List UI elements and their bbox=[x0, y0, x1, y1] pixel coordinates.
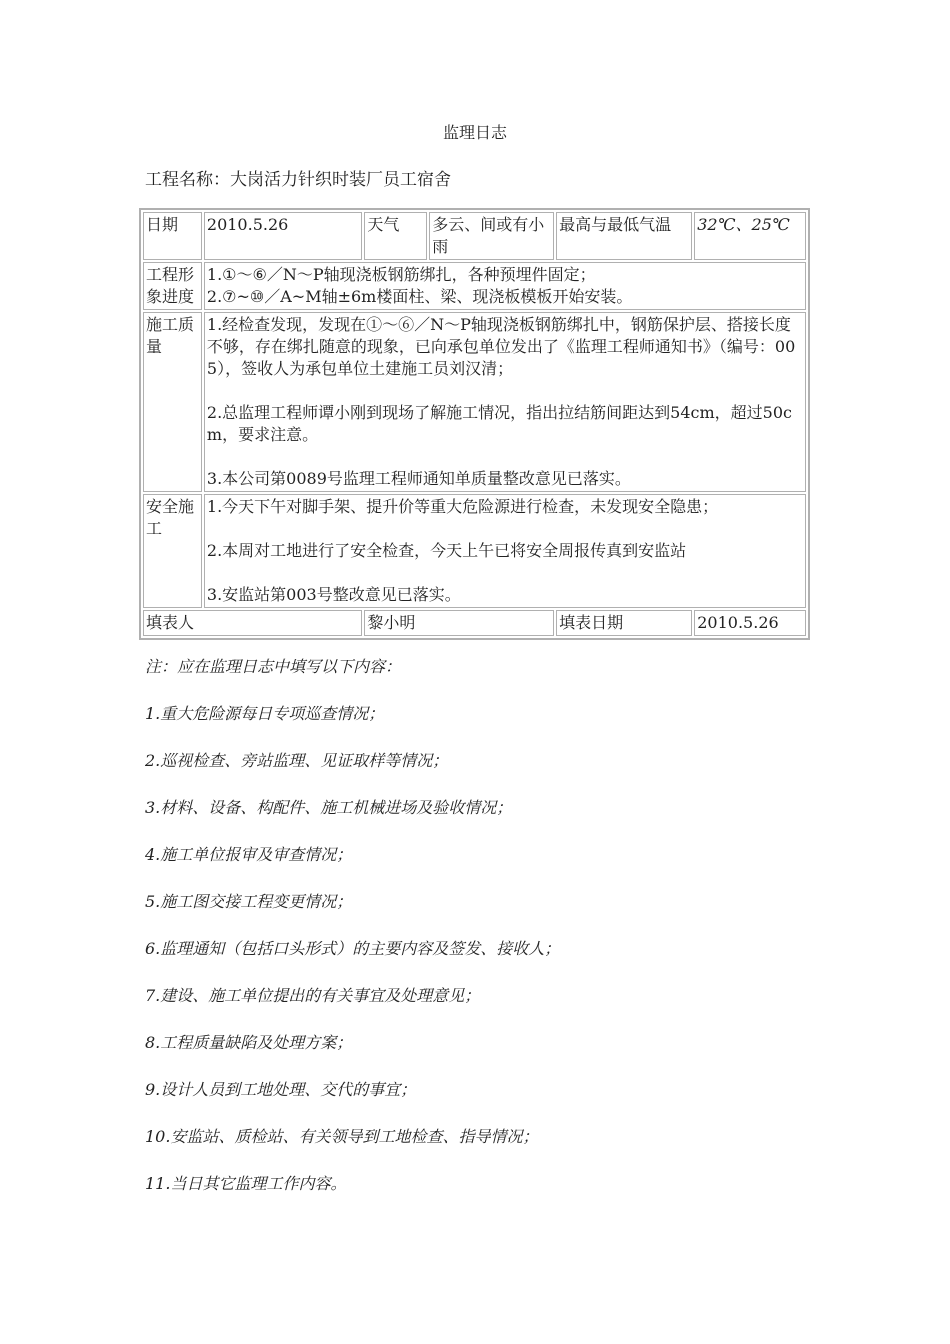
note-item: 6.监理通知（包括口头形式）的主要内容及签发、接收人； bbox=[145, 939, 561, 958]
quality-label: 施工质量 bbox=[143, 312, 202, 492]
date-value: 2010.5.26 bbox=[204, 212, 362, 260]
project-name-value: 大岗活力针织时装厂员工宿舍 bbox=[230, 170, 451, 190]
date-label: 日期 bbox=[143, 212, 202, 260]
safety-content bbox=[204, 494, 806, 608]
quality-paragraph: 2.总监理工程师谭小刚到现场了解施工情况，指出拉结筋间距达到54cm，超过50cm，要求注意。 bbox=[206, 403, 792, 444]
note-item: 4.施工单位报审及审查情况； bbox=[145, 845, 353, 864]
progress-line: 2.⑦~⑩／A~M轴±6m楼面柱、梁、现浇板模板开始安装。 bbox=[206, 287, 633, 306]
fill-date-value: 2010.5.26 bbox=[694, 610, 806, 636]
page-title: 监理日志 bbox=[442, 123, 507, 142]
spacer bbox=[207, 562, 803, 584]
temperature-label: 最高与最低气温 bbox=[556, 212, 692, 260]
note-item: 1.重大危险源每日专项巡查情况； bbox=[145, 704, 385, 723]
progress-content bbox=[204, 262, 806, 310]
filler-label: 填表人 bbox=[143, 610, 362, 636]
quality-content bbox=[204, 312, 806, 492]
note-item: 2.巡视检查、旁站监理、见证取样等情况； bbox=[145, 751, 449, 770]
safety-paragraph: 2.本周对工地进行了安全检查，今天上午已将安全周报传真到安监站 bbox=[206, 541, 687, 560]
safety-row bbox=[143, 494, 806, 608]
notes-heading: 注：应在监理日志中填写以下内容： bbox=[145, 657, 402, 676]
notes-section bbox=[145, 656, 825, 1220]
progress-label: 工程形象进度 bbox=[143, 262, 202, 310]
safety-paragraph: 3.安监站第003号整改意见已落实。 bbox=[206, 585, 461, 604]
spacer bbox=[207, 446, 803, 468]
spacer bbox=[207, 518, 803, 540]
supervision-log-table bbox=[139, 208, 810, 640]
quality-paragraph: 3.本公司第0089号监理工程师通知单质量整改意见已落实。 bbox=[206, 469, 631, 488]
project-name-label: 工程名称： bbox=[145, 170, 230, 190]
safety-paragraph: 1.今天下午对脚手架、提升价等重大危险源进行检查，未发现安全隐患； bbox=[206, 497, 719, 516]
note-item: 7.建设、施工单位提出的有关事宜及处理意见； bbox=[145, 986, 481, 1005]
progress-row bbox=[143, 262, 806, 310]
project-name bbox=[145, 165, 451, 190]
quality-row bbox=[143, 312, 806, 492]
weather-value: 多云、间或有小雨 bbox=[429, 212, 554, 260]
safety-label: 安全施工 bbox=[143, 494, 202, 608]
spacer bbox=[207, 380, 803, 402]
date-weather-row bbox=[143, 212, 806, 260]
note-item: 8.工程质量缺陷及处理方案； bbox=[145, 1033, 353, 1052]
quality-paragraph: 1.经检查发现，发现在①～⑥／N～P轴现浇板钢筋绑扎中，钢筋保护层、搭接长度不够，存在绑扎随意的现象，已向承包单位发出了《监理工程师通知书》（编号：005），签收人为承包单位土建施工员刘汉清； bbox=[206, 315, 796, 378]
note-item: 3.材料、设备、构配件、施工机械进场及验收情况； bbox=[145, 798, 513, 817]
fill-date-label: 填表日期 bbox=[556, 610, 692, 636]
note-item: 10.安监站、质检站、有关领导到工地检查、指导情况； bbox=[145, 1127, 539, 1146]
note-item: 5.施工图交接工程变更情况； bbox=[145, 892, 353, 911]
weather-label: 天气 bbox=[364, 212, 427, 260]
temperature-value: 32℃、25℃ bbox=[694, 212, 806, 260]
filler-value: 黎小明 bbox=[364, 610, 554, 636]
note-item: 9.设计人员到工地处理、交代的事宜； bbox=[145, 1080, 417, 1099]
progress-line: 1.①～⑥／N～P轴现浇板钢筋绑扎，各种预埋件固定； bbox=[206, 265, 596, 284]
signature-row bbox=[143, 610, 806, 636]
note-item: 11.当日其它监理工作内容。 bbox=[145, 1174, 347, 1193]
